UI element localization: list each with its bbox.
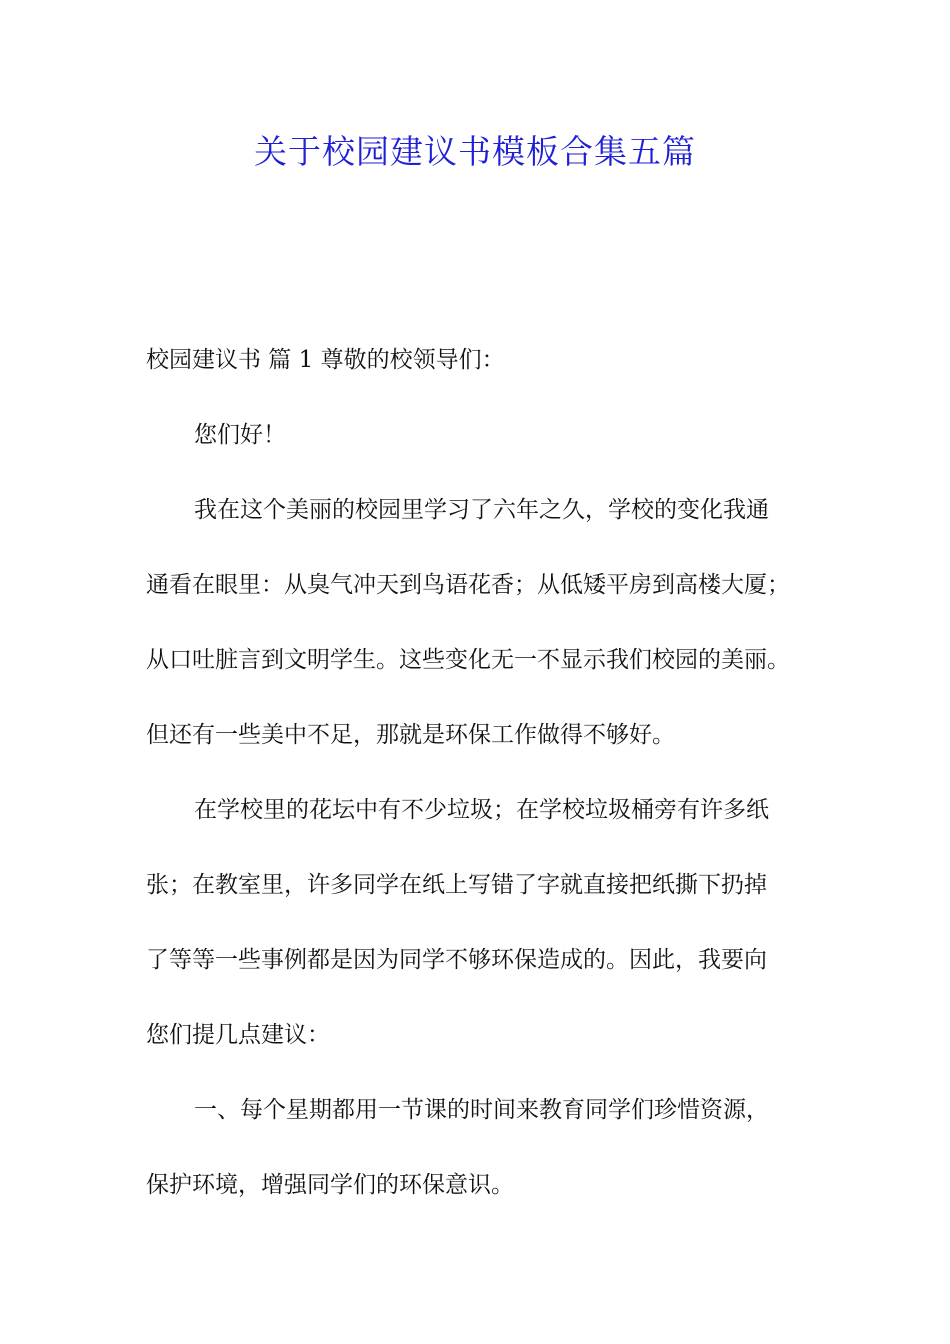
document-body (146, 334, 806, 1234)
body-line: 从口吐脏言到文明学生。这些变化无一不显示我们校园的美丽。 (146, 647, 790, 673)
body-line: 您们提几点建议： (146, 1022, 330, 1048)
body-line: 在学校里的花坛中有不少垃圾；在学校垃圾桶旁有许多纸 (194, 797, 769, 823)
body-line: 您们好！ (194, 422, 286, 448)
body-line: 保护环境，增强同学们的环保意识。 (146, 1172, 514, 1198)
body-line: 通看在眼里：从臭气冲天到鸟语花香；从低矮平房到高楼大厦； (146, 572, 790, 598)
body-line: 校园建议书 篇 1 尊敬的校领导们： (146, 347, 505, 373)
body-line: 一、每个星期都用一节课的时间来教育同学们珍惜资源， (194, 1097, 769, 1123)
body-line: 但还有一些美中不足，那就是环保工作做得不够好。 (146, 722, 675, 748)
body-line: 张；在教室里，许多同学在纸上写错了字就直接把纸撕下扔掉 (146, 872, 767, 898)
document-title: 关于校园建议书模板合集五篇 (254, 132, 696, 171)
body-line: 我在这个美丽的校园里学习了六年之久，学校的变化我通 (194, 497, 769, 523)
body-line: 了等等一些事例都是因为同学不够环保造成的。因此，我要向 (146, 947, 767, 973)
